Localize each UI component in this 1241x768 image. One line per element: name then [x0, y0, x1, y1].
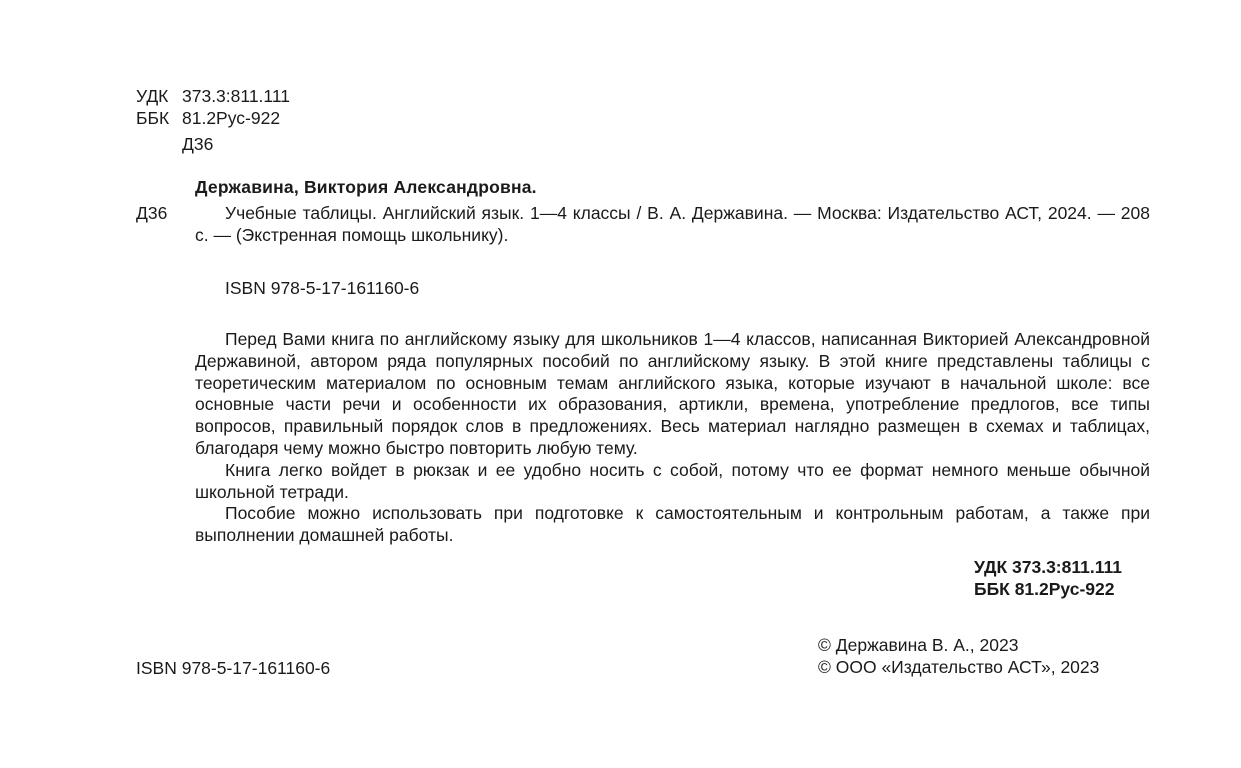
copyright-publisher: © ООО «Издательство АСТ», 2023 [818, 657, 1100, 677]
annotation-paragraph: Перед Вами книга по английскому языку для школьников 1—4 классов, написанная Викторией Александровной Державиной, автором ряда популярных пособий по английскому языку. В этой книге представлены таблицы с теоретическим материалом по основным темам английского языка, которые изучают в начальной школе: все основные части речи и особенности их образования, артикли, времена, употребление предлогов, все типы вопросов, правильный порядок слов в предложениях. Весь материал наглядно размещен в схемах и таблицах, благодаря чему можно быстро повторить любую тему. [195, 329, 1150, 458]
udk-row [136, 85, 290, 107]
bbk-bottom: ББК 81.2Рус-922 [974, 579, 1115, 599]
bbk-row [136, 107, 290, 129]
copyright-author: © Державина В. А., 2023 [818, 635, 1019, 655]
classification-codes-bottom [974, 556, 1122, 600]
author-heading: Державина, Виктория Александровна. [195, 177, 537, 197]
copyright-block [818, 634, 1099, 678]
annotation [195, 329, 1150, 547]
udk-label: УДК [136, 86, 169, 106]
bbk-label: ББК [136, 108, 170, 128]
classification-codes [136, 85, 290, 155]
record-text: Учебные таблицы. Английский язык. 1—4 классы / В. А. Державина. — Москва: Издательство АСТ, 2024. — 208 с. — (Экстренная помощь школьнику). [195, 203, 1150, 245]
bbk-value: 81.2Рус-922 [182, 108, 281, 128]
author-mark: Д36 [182, 134, 214, 154]
udk-bottom: УДК 373.3:811.111 [974, 557, 1122, 577]
bibliographic-record [195, 202, 1150, 246]
isbn-top: ISBN 978-5-17-161160-6 [225, 278, 420, 298]
udk-value: 373.3:811.111 [182, 86, 291, 106]
annotation-paragraph: Пособие можно использовать при подготовке к самостоятельным и контрольным работам, а также при выполнении домашней работы. [195, 503, 1150, 546]
annotation-paragraph: Книга легко войдет в рюкзак и ее удобно носить с собой, потому что ее формат немного меньше обычной школьной тетради. [195, 459, 1150, 502]
isbn-bottom: ISBN 978-5-17-161160-6 [136, 658, 331, 678]
side-author-mark: Д36 [136, 203, 168, 223]
